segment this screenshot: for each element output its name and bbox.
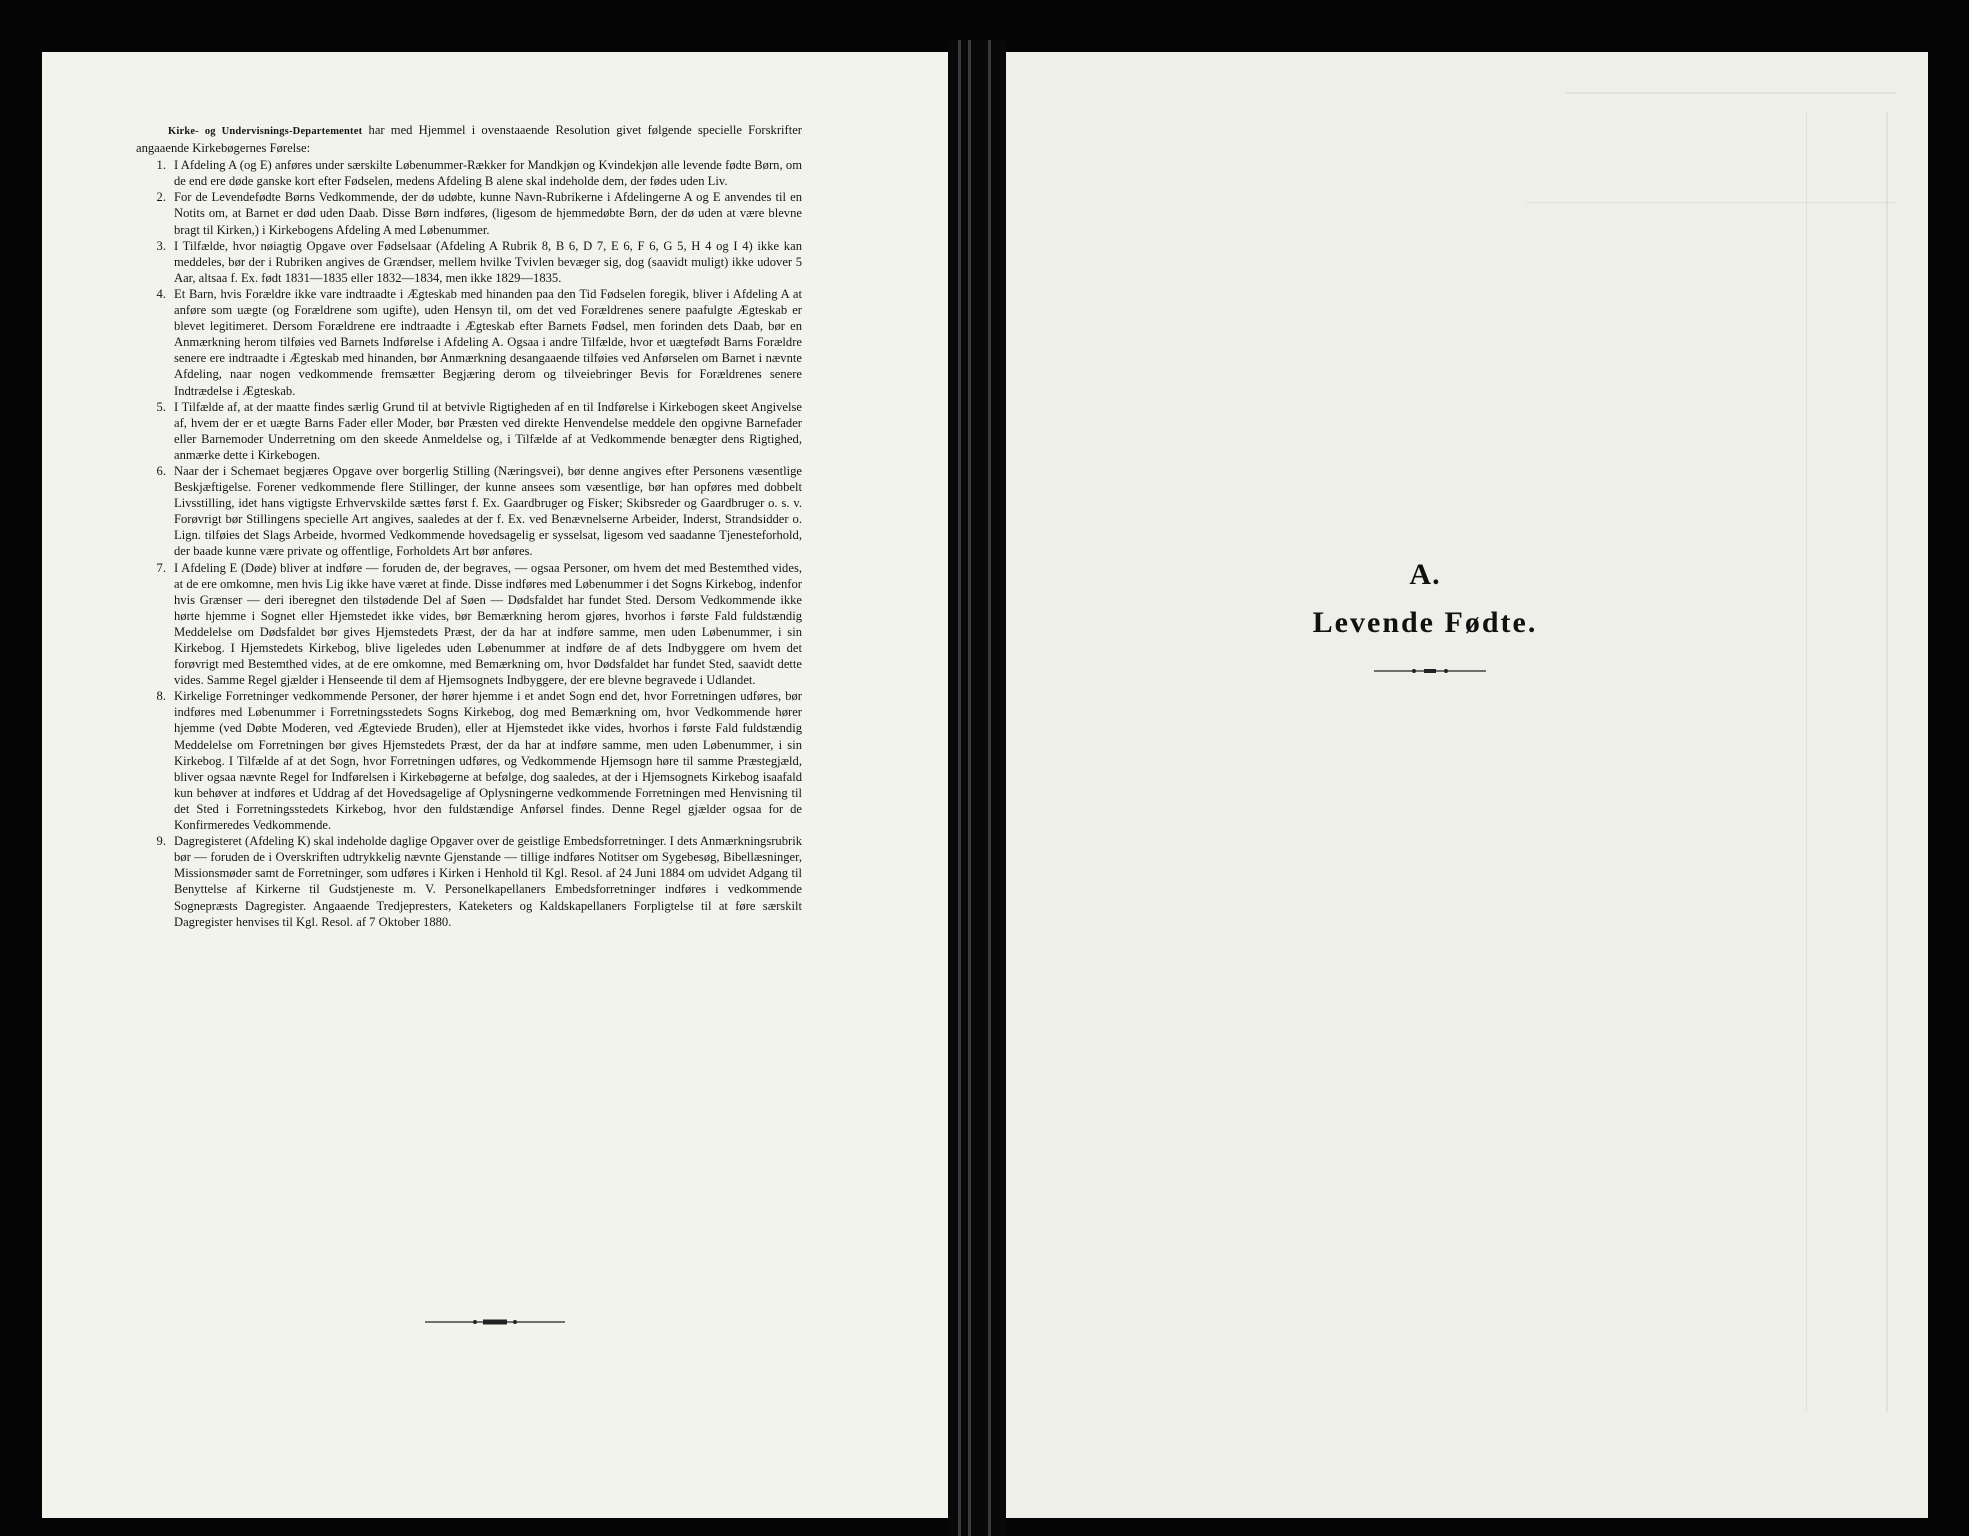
rule-text: I Tilfælde, hvor nøiagtig Opgave over Fødselsaar (Afdeling A Rubrik 8, B 6, D 7, E 6, F 6, G 5, H 4 og I 4) ikke kan meddeles, bør der i Rubriken angives de Grændser, mellem hvilke Tvivlen bevæger sig, dog (saavidt muligt) ikke udover 5 Aar, altsaa f. Ex. født 1831—1835 eller 1832—1834, men ikke 1829—1835. xyxy=(174,238,802,285)
rule-item xyxy=(136,688,802,833)
rule-item xyxy=(136,238,802,286)
rule-number: 5. xyxy=(156,399,166,414)
intro-paragraph xyxy=(136,122,802,156)
rule-text: Et Barn, hvis Forældre ikke vare indtraadte i Ægteskab med hinanden paa den Tid Fødselen foregik, bliver i Afdeling A at anføre som uægte (og Forældrene som ugifte), uden Hensyn til, om det ved Forældrenes senere paafulgte Ægteskab er blevet legitimeret. Dersom Forældrene ere indtraadte i Ægteskab efter Barnets Fødsel, men forinden dets Daab, bør en Anmærkning herom tilføies ved Barnets Indførelse i Afdeling A. Ogsaa i andre Tilfælde, hvor et uægtefødt Barns Forældre senere ere indtraadte i Ægteskab med hinanden, bør Anmærkning desangaaende tilføies ved Anførselen om Barnet i nævnte Afdeling, naar nogen vedkommende fremsætter Begjæring derom og tilveiebringer Bevis for Forældrenes senere Indtrædelse i Ægteskab. xyxy=(174,286,802,398)
ornament-divider-left xyxy=(425,1318,565,1326)
rule-text: Kirkelige Forretninger vedkommende Personer, der hører hjemme i et andet Sogn end det, hvor Forretningen udføres, bør indføres med Løbenummer i Forretningsstedets Sogns Kirkebog, dog med Bemærkning om, hvor Vedkommende hører hjemme (ved Døbte Moderen, ved Ægteviede Bruden), eller at Hjemstedet ikke vides, hvorhos i første Fald fuldstændig Meddelelse om Forretningen bør gives Hjemstedets Præst, der da har at indføre samme, men uden Løbenummer, i sin Kirkebog. I Tilfælde af at det Sogn, hvor Forretningen udføres, og Vedkommende Hjemsogn høre til samme Præstegjæld, bliver ogsaa nævnte Regel for Indførelsen i Kirkebøgerne at befølge, dog saaledes, at der i Hjemsognets Kirkebog isaafald kun behøver at indføres et Uddrag af det Hovedsagelige af Oplysningerne vedkommende Forretningen med Henvisning til det Sted i Forretningsstedets Kirkebog, hvor den fuldstændige Anførsel findes. Denne Regel gjælder ogsaa for de Konfirmeredes Vedkommende. xyxy=(174,689,802,833)
section-heading xyxy=(1260,558,1590,640)
rule-item xyxy=(136,560,802,689)
rule-text: Dagregisteret (Afdeling K) skal indeholde daglige Opgaver over de geistlige Embedsforretninger. I dets Anmærkningsrubrik bør — foruden de i Overskriften udtrykkelig nævnte Gjenstande — tillige indføres Notitser om Sygebesøg, Bibellæsninger, Missionsmøder samt de Forretninger, som udføres i Kirken i Henhold til Kgl. Resol. af 24 Juni 1884 om udvidet Adgang til Benyttelse af Kirkerne til Gudstjeneste m. V. Personelkapellaners Embedsforretninger indføres i vedkommende Sognepræsts Dagregister. Angaaende Tredjepresters, Kateketers og Kaldskapellaners Forpligtelse til at føre særskilt Dagregister henvises til Kgl. Resol. af 7 Oktober 1880. xyxy=(174,834,802,929)
rule-number: 6. xyxy=(156,463,166,478)
rule-text: I Afdeling A (og E) anføres under særskilte Løbenummer-Rækker for Mandkjøn og Kvindekjøn alle levende fødte Børn, om de end ere døde ganske kort efter Fødselen, medens Afdeling B alene skal indeholde dem, der fødes uden Liv. xyxy=(174,158,802,189)
rule-number: 4. xyxy=(156,286,166,301)
section-letter: A. xyxy=(1409,558,1441,591)
right-page xyxy=(1006,52,1928,1518)
rule-number: 1. xyxy=(156,158,166,173)
rule-item xyxy=(136,833,802,930)
rule-item xyxy=(136,399,802,463)
regulations-text xyxy=(136,122,802,930)
rule-number: 8. xyxy=(156,689,166,704)
rule-item xyxy=(136,157,802,189)
rule-item xyxy=(136,189,802,237)
rule-number: 2. xyxy=(156,190,166,205)
intro-text: har med Hjemmel i ovenstaaende Resolution givet følgende specielle Forskrifter angaaende Kirkebøgernes Førelse: xyxy=(136,123,802,156)
rule-text: I Tilfælde af, at der maatte findes særlig Grund til at betvivle Rigtigheden af en til Indførelse i Kirkebogen skeet Angivelse af, hvem der er et uægte Barns Fader eller Moder, bør Præsten ved direkte Henvendelse meddele den opgivne Barnefader eller Barnemoder Underretning om den skeede Anmeldelse og, i Tilfælde af at Vedkommende benægter dens Rigtighed, anmærke dette i Kirkebogen. xyxy=(174,399,802,462)
rule-item xyxy=(136,286,802,399)
rule-number: 7. xyxy=(156,560,166,575)
ornament-divider-right xyxy=(1374,666,1486,676)
book-binding xyxy=(948,40,1006,1536)
section-title: Levende Fødte. xyxy=(1312,606,1538,639)
rule-text: Naar der i Schemaet begjæres Opgave over borgerlig Stilling (Næringsvei), bør denne angives efter Personens væsentlige Beskjæftigelse. Forener vedkommende flere Stillinger, der kunne ansees som væsentlige, bør han opføres med dobbelt Livsstilling, idet hans vigtigste Erhvervskilde sættes først f. Ex. Gaardbruger og Fisker; Skibsreder og Gaardbruger o. s. v. Forøvrigt bør Stillingens specielle Art angives, saaledes at der f. Ex. ved Benævnelserne Arbeider, Inderst, Strandsidder o. Lign. tilføies det Slags Arbeide, hvormed Vedkommende hovedsagelig er sysselsat, ligesom ved saadanne Tjenesteforhold, der baade kunne være private og offentlige, Forholdets Art bør anføres. xyxy=(174,463,802,559)
rule-number: 3. xyxy=(156,238,166,253)
rule-number: 9. xyxy=(156,834,166,849)
rule-item xyxy=(136,463,802,560)
department-name: Kirke- og Undervisnings-Departementet xyxy=(168,126,363,137)
rules-list xyxy=(136,157,802,930)
rule-text: For de Levendefødte Børns Vedkommende, der dø udøbte, kunne Navn-Rubrikerne i Afdelingerne A og E anvendes til en Notits om, at Barnet er død uden Daab. Disse Børn indføres, (ligesom de hjemmedøbte Børn, der dø uden at være blevne bragt til Kirken,) i Kirkebogens Afdeling A med Løbenummer. xyxy=(174,190,802,237)
rule-text: I Afdeling E (Døde) bliver at indføre — foruden de, der begraves, — ogsaa Personer, om hvem det med Bestemthed vides, at de ere omkomne, men hvis Lig ikke have været at finde. Disse indføres med Løbenummer i det Sogns Kirkebog, indenfor hvis Grænser — deri iberegnet den tilstødende Del af Søen — Dødsfaldet har fundet Sted. Dersom Vedkommende ikke hørte hjemme i Sognet eller Hjemstedet ikke vides, bør Bemærkning herom gjøres, hvorhos i første Fald fuldstændig Meddelelse om Dødsfaldet bør gives Hjemstedets Præst, der da har at indføre samme, men uden Løbenummer, i sin Kirkebog. I Hjemstedets Kirkebog, blive ligeledes uden Løbenummer at indføre de af dets Indbyggere om hvem det forøvrigt med Bestemthed vides, at de ere omkomne, med Bemærkning om, hvor Dødsfaldet har fundet Sted, saavidt dette vides. Samme Regel gjælder i Henseende til dem af Hjemsognets Indbyggere, der ere blevne begravede i Udlandet. xyxy=(174,560,802,688)
